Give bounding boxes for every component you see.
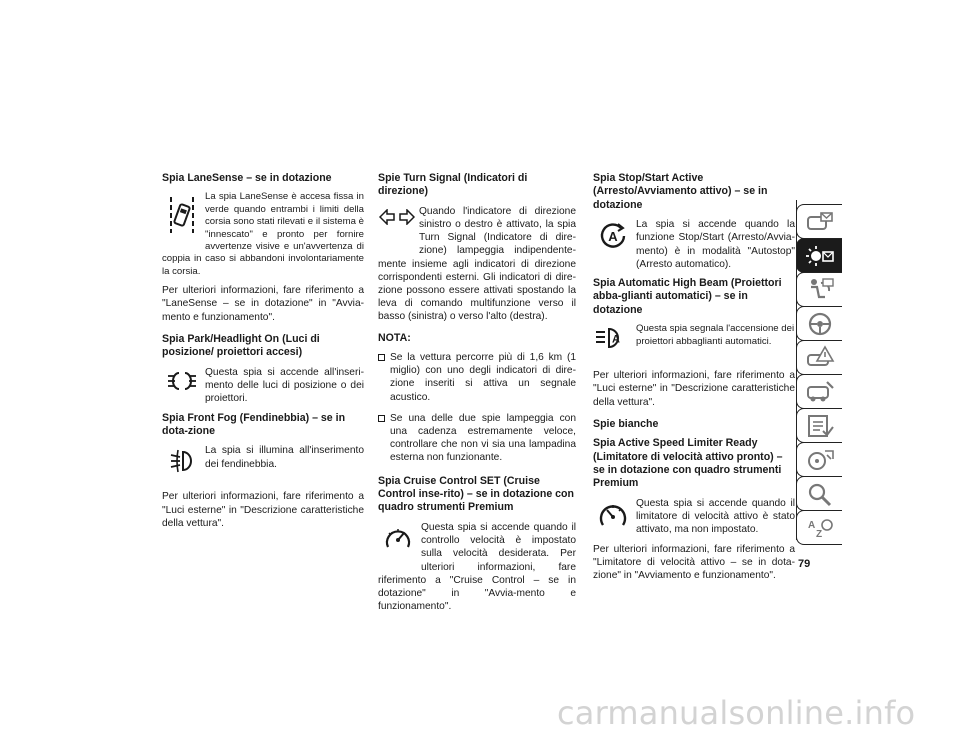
dashboard-light-icon[interactable]: [796, 238, 842, 273]
auto-high-beam-icon: [593, 323, 633, 363]
page-number: 79: [798, 558, 811, 570]
checklist-icon[interactable]: [796, 408, 842, 443]
highbeam-text: Questa spia segnala l'accensione dei proiettori abbaglianti automatici.: [636, 323, 795, 347]
park-title: Spia Park/Headlight On (Luci di posizione/ proiettori accesi): [162, 332, 320, 359]
lanesense-ref: Per ulteriori informazioni, fare riferimento a "LaneSense – se in dotazione" in "Avvia-mento e funzionamento".: [162, 285, 364, 323]
turn-title: Spie Turn Signal (Indicatori di direzione): [378, 172, 528, 198]
speedlimiter-ref: Per ulteriori informazioni, fare riferimento a "Limitatore di velocità attivo – se in dota-zione" in "Avviamento e funzionamento".: [593, 543, 795, 582]
speedlimiter-title: Spia Active Speed Limiter Ready (Limitatore di velocità attivo pronto) – se in dotazione con quadro strumenti Premium: [593, 437, 783, 490]
highbeam-ref: Per ulteriori informazioni, fare riferimento a "Luci esterne" in "Descrizione caratteristiche della vettura".: [593, 370, 795, 408]
fog-block: [162, 444, 364, 484]
watermark: carmanualsonline.info: [557, 694, 916, 732]
park-text: Questa spia si accende all'inseri-mento delle luci di posizione o dei proiettori.: [205, 366, 364, 405]
column-3: [593, 172, 795, 592]
svg-text:A: A: [612, 333, 620, 346]
nota-list: [378, 351, 576, 465]
column-2: [378, 172, 576, 619]
lanesense-title: Spia LaneSense – se in dotazione: [162, 172, 332, 184]
stopstart-title: Spia Stop/Start Active (Arresto/Avviamento attivo) – se in dotazione: [593, 172, 768, 211]
turn-signal-icon: [378, 205, 416, 245]
seat-airbag-icon[interactable]: [796, 272, 842, 307]
cruise-title: Spia Cruise Control SET (Cruise Control inse-rito) – se in dotazione con quadro strumenti Premium: [378, 474, 574, 514]
vehicle-mail-icon[interactable]: [796, 204, 842, 239]
speedlimiter-text: Questa spia si accende quando il limitatore di velocità attivo è stato attivato, ma non impostato.: [636, 497, 795, 536]
speed-limiter-icon: [593, 497, 633, 537]
stop-start-icon: [593, 218, 633, 268]
nota-label: NOTA:: [378, 331, 411, 344]
cruise-block: [378, 521, 576, 613]
fog-ref: Per ulteriori informazioni, fare riferimento a "Luci esterne" in "Descrizione caratteristiche della vettura".: [162, 491, 364, 529]
stopstart-block: [593, 218, 795, 271]
steering-wheel-icon[interactable]: [796, 306, 842, 341]
language-index-icon[interactable]: [796, 510, 842, 545]
multimedia-icon[interactable]: [796, 442, 842, 477]
park-block: [162, 366, 364, 406]
white-heading: Spie bianche: [593, 417, 659, 430]
column-1: [162, 172, 364, 539]
lanesense-block: [162, 191, 364, 278]
cruise-control-icon: [378, 521, 418, 561]
list-item: Se la vettura percorre più di 1,6 km (1 miglio) con uno degli indicatori di dire-zione inseriti si attiva un segnale acustico.: [378, 351, 576, 404]
svg-text:A: A: [608, 229, 618, 245]
turn-text: Quando l'indicatore di direzione sinistro o destro è attivato, la spia Turn Signal (Indicatore di dire-zione) lampeggia indipendente-mente insieme agli indicatori di direzione corrispondenti esterni. Gli indicatori di dire-zione possono essere attivati spostando la leva di comando multifunzione verso il basso (sinistra) o verso l'alto (destra).: [378, 205, 576, 323]
lane-sense-icon: [162, 191, 202, 243]
lanesense-text: La spia LaneSense è accesa fissa in verde quando entrambi i limiti della corsia sono stati rilevati e il sistema è "innescato" e pronto per fornire avvertenze visive e un'avvertenza di coppia in caso si abbandoni involontariamente la corsia.: [162, 191, 364, 277]
fog-title: Spia Front Fog (Fendinebbia) – se in dota-zione: [162, 411, 346, 438]
front-fog-icon: [162, 444, 202, 484]
park-lights-icon: [162, 366, 202, 406]
turn-block: [378, 205, 576, 324]
highbeam-block: [593, 323, 795, 363]
highbeam-title: Spia Automatic High Beam (Proiettori abba-glianti automatici) – se in dotazione: [593, 277, 782, 316]
stopstart-text: La spia si accende quando la funzione Stop/Start (Arresto/Avvia-mento) è in modalità "Autostop" (Arresto automatico).: [636, 219, 795, 270]
svg-text:Z: Z: [815, 528, 822, 540]
fog-text: La spia si illumina all'inserimento dei fendinebbia.: [205, 445, 364, 470]
warning-car-icon[interactable]: [796, 340, 842, 375]
cruise-text: Questa spia si accende quando il controllo velocità è impostato sulla velocità desiderata. Per ulteriori informazioni, fare riferimento a "Cruise Control – se in dotazione" in "Avvia-mento e funzionamento".: [378, 521, 576, 613]
chapter-tabs: [796, 200, 845, 540]
list-item: Se una delle due spie lampeggia con una cadenza estremamente veloce, controllare che non vi sia una lampadina esterna non funzionante.: [378, 412, 576, 465]
speedlimiter-block: [593, 497, 795, 537]
svg-text:A: A: [807, 519, 815, 531]
car-service-icon[interactable]: [796, 374, 842, 409]
search-icon[interactable]: [796, 476, 842, 511]
